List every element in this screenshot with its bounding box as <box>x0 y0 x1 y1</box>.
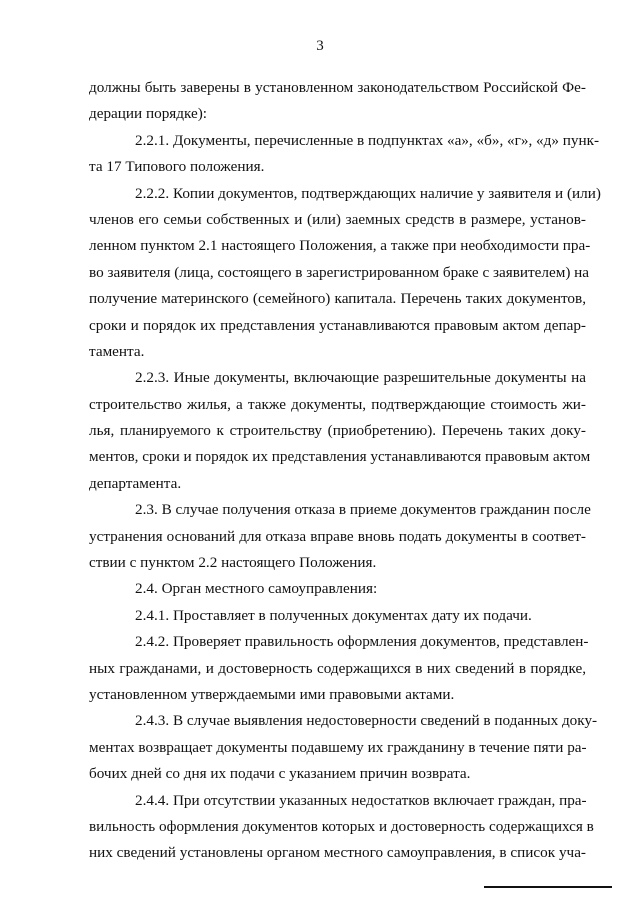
text-line: ных гражданами, и достоверность содержащихся в них сведений в порядке, <box>89 659 586 677</box>
text-line: та 17 Типового положения. <box>89 158 265 176</box>
text-line: 2.3. В случае получения отказа в приеме документов гражданин после <box>135 501 591 519</box>
text-line: ствии с пунктом 2.2 настоящего Положения. <box>89 554 377 572</box>
text-line: 2.4.2. Проверяет правильность оформления документов, представлен- <box>135 633 589 651</box>
text-line: 2.2.3. Иные документы, включающие разрешительные документы на <box>135 369 586 387</box>
text-line: лья, планируемого к строительству (приобретению). Перечень таких доку- <box>89 422 586 440</box>
text-line: ментах возвращает документы подавшему их гражданину в течение пяти ра- <box>89 738 587 756</box>
text-line: дерации порядке): <box>89 105 208 123</box>
text-line: ментов, сроки и порядок их представления устанавливаются правовым актом <box>89 448 591 466</box>
text-line: сроки и порядок их представления устанавливаются правовым актом депар- <box>89 316 586 334</box>
text-line: 2.2.2. Копии документов, подтверждающих наличие у заявителя и (или) <box>135 184 601 202</box>
text-line: департамента. <box>89 474 182 492</box>
text-line: членов его семьи собственных и (или) заемных средств в размере, установ- <box>89 210 586 228</box>
text-line: тамента. <box>89 342 145 360</box>
text-line: во заявителя (лица, состоящего в зарегистрированном браке с заявителем) на <box>89 263 590 281</box>
text-line: должны быть заверены в установленном законодательством Российской Фе- <box>89 79 586 96</box>
text-line: устранения оснований для отказа вправе вновь подать документы в соответ- <box>89 527 586 545</box>
text-line: 2.2.1. Документы, перечисленные в подпунктах «а», «б», «г», «д» пунк- <box>135 131 600 149</box>
text-line: 2.4.4. При отсутствии указанных недостатков включает граждан, пра- <box>135 791 587 809</box>
text-line: бочих дней со дня их подачи с указанием причин возврата. <box>89 765 471 783</box>
text-line: ленном пунктом 2.1 настоящего Положения, а также при необходимости пра- <box>89 237 591 255</box>
text-line: вильность оформления документов которых и достоверность содержащихся в <box>89 817 594 835</box>
text-line: установленном утверждаемыми ими правовыми актами. <box>89 685 455 703</box>
page-number: 3 <box>316 38 324 54</box>
text-line: 2.4. Орган местного самоуправления: <box>135 580 378 598</box>
text-line: них сведений установлены органом местного самоуправления, в список уча- <box>89 844 586 862</box>
text-line: строительство жилья, а также документы, подтверждающие стоимость жи- <box>89 395 586 413</box>
text-line: 2.4.1. Проставляет в полученных документах дату их подачи. <box>135 606 532 624</box>
text-line: 2.4.3. В случае выявления недостоверности сведений в поданных доку- <box>135 712 598 730</box>
footer-rule <box>484 886 612 888</box>
text-line: получение материнского (семейного) капитала. Перечень таких документов, <box>89 290 586 308</box>
document-body <box>89 75 601 867</box>
